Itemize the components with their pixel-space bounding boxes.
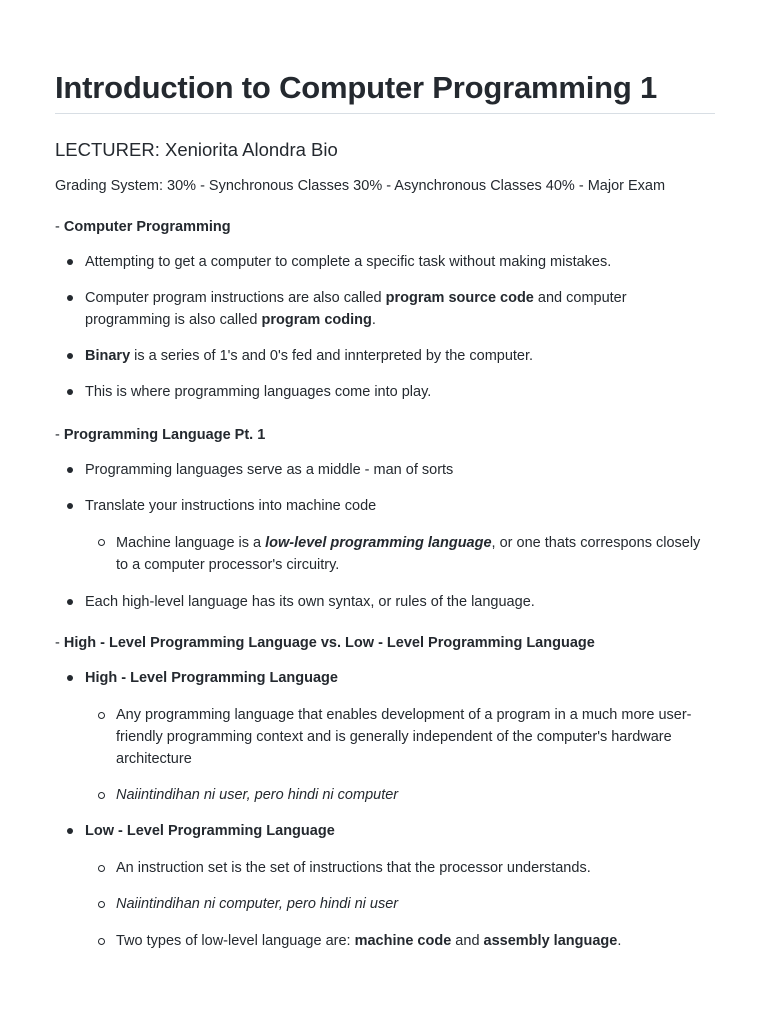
circle-bullet-icon: [98, 712, 105, 719]
section-heading-computer-programming: - Computer Programming: [55, 219, 231, 235]
list-item: Each high-level language has its own syntax, or rules of the language.: [85, 594, 535, 610]
circle-bullet-icon: [98, 539, 105, 546]
bullet-icon: [67, 259, 73, 265]
bullet-icon: [67, 675, 73, 681]
list-item: Programming languages serve as a middle - man of sorts: [85, 462, 454, 478]
circle-bullet-icon: [98, 865, 105, 872]
circle-bullet-icon: [98, 792, 105, 799]
list-item: Binary is a series of 1's and 0's fed and innterpreted by the computer.: [85, 348, 534, 364]
sub-list-item: Naiintindihan ni computer, pero hindi ni user: [116, 896, 399, 912]
list-item: Attempting to get a computer to complete a specific task without making mistakes.: [85, 254, 612, 270]
bullet-icon: [67, 467, 73, 473]
bullet-icon: [67, 503, 73, 509]
circle-bullet-icon: [98, 938, 105, 945]
title-divider: [55, 113, 715, 114]
section-heading-high-vs-low: - High - Level Programming Language vs. Low - Level Programming Language: [55, 635, 595, 651]
section-heading-programming-language: - Programming Language Pt. 1: [55, 427, 266, 443]
list-item-low-level: Low - Level Programming Language: [85, 823, 335, 839]
list-item: This is where programming languages come into play.: [85, 384, 432, 400]
sub-list-item: Naiintindihan ni user, pero hindi ni computer: [116, 787, 399, 803]
circle-bullet-icon: [98, 901, 105, 908]
grading-system: Grading System: 30% - Synchronous Classes 30% - Asynchronous Classes 40% - Major Exam: [55, 178, 666, 194]
sub-list-item: An instruction set is the set of instructions that the processor understands.: [116, 860, 591, 876]
sub-list-item: Two types of low-level language are: machine code and assembly language.: [116, 933, 622, 949]
list-item-high-level: High - Level Programming Language: [85, 670, 338, 686]
sub-list-item: Machine language is a low-level programming language, or one thats correspons closely to a computer processor's circuitry.: [116, 535, 701, 573]
bullet-icon: [67, 295, 73, 301]
page-title: Introduction to Computer Programming 1: [55, 70, 658, 105]
sub-list-item: Any programming language that enables development of a program in a much more user-friendly programming context and is generally independent of the computer's hardware architecture: [116, 707, 692, 767]
lecturer-heading: LECTURER: Xeniorita Alondra Bio: [55, 139, 338, 160]
bullet-icon: [67, 599, 73, 605]
bullet-icon: [67, 828, 73, 834]
bullet-icon: [67, 353, 73, 359]
list-item: Computer program instructions are also called program source code and computer programming is also called program coding.: [85, 290, 627, 328]
list-item: Translate your instructions into machine code: [85, 498, 377, 514]
bullet-icon: [67, 389, 73, 395]
